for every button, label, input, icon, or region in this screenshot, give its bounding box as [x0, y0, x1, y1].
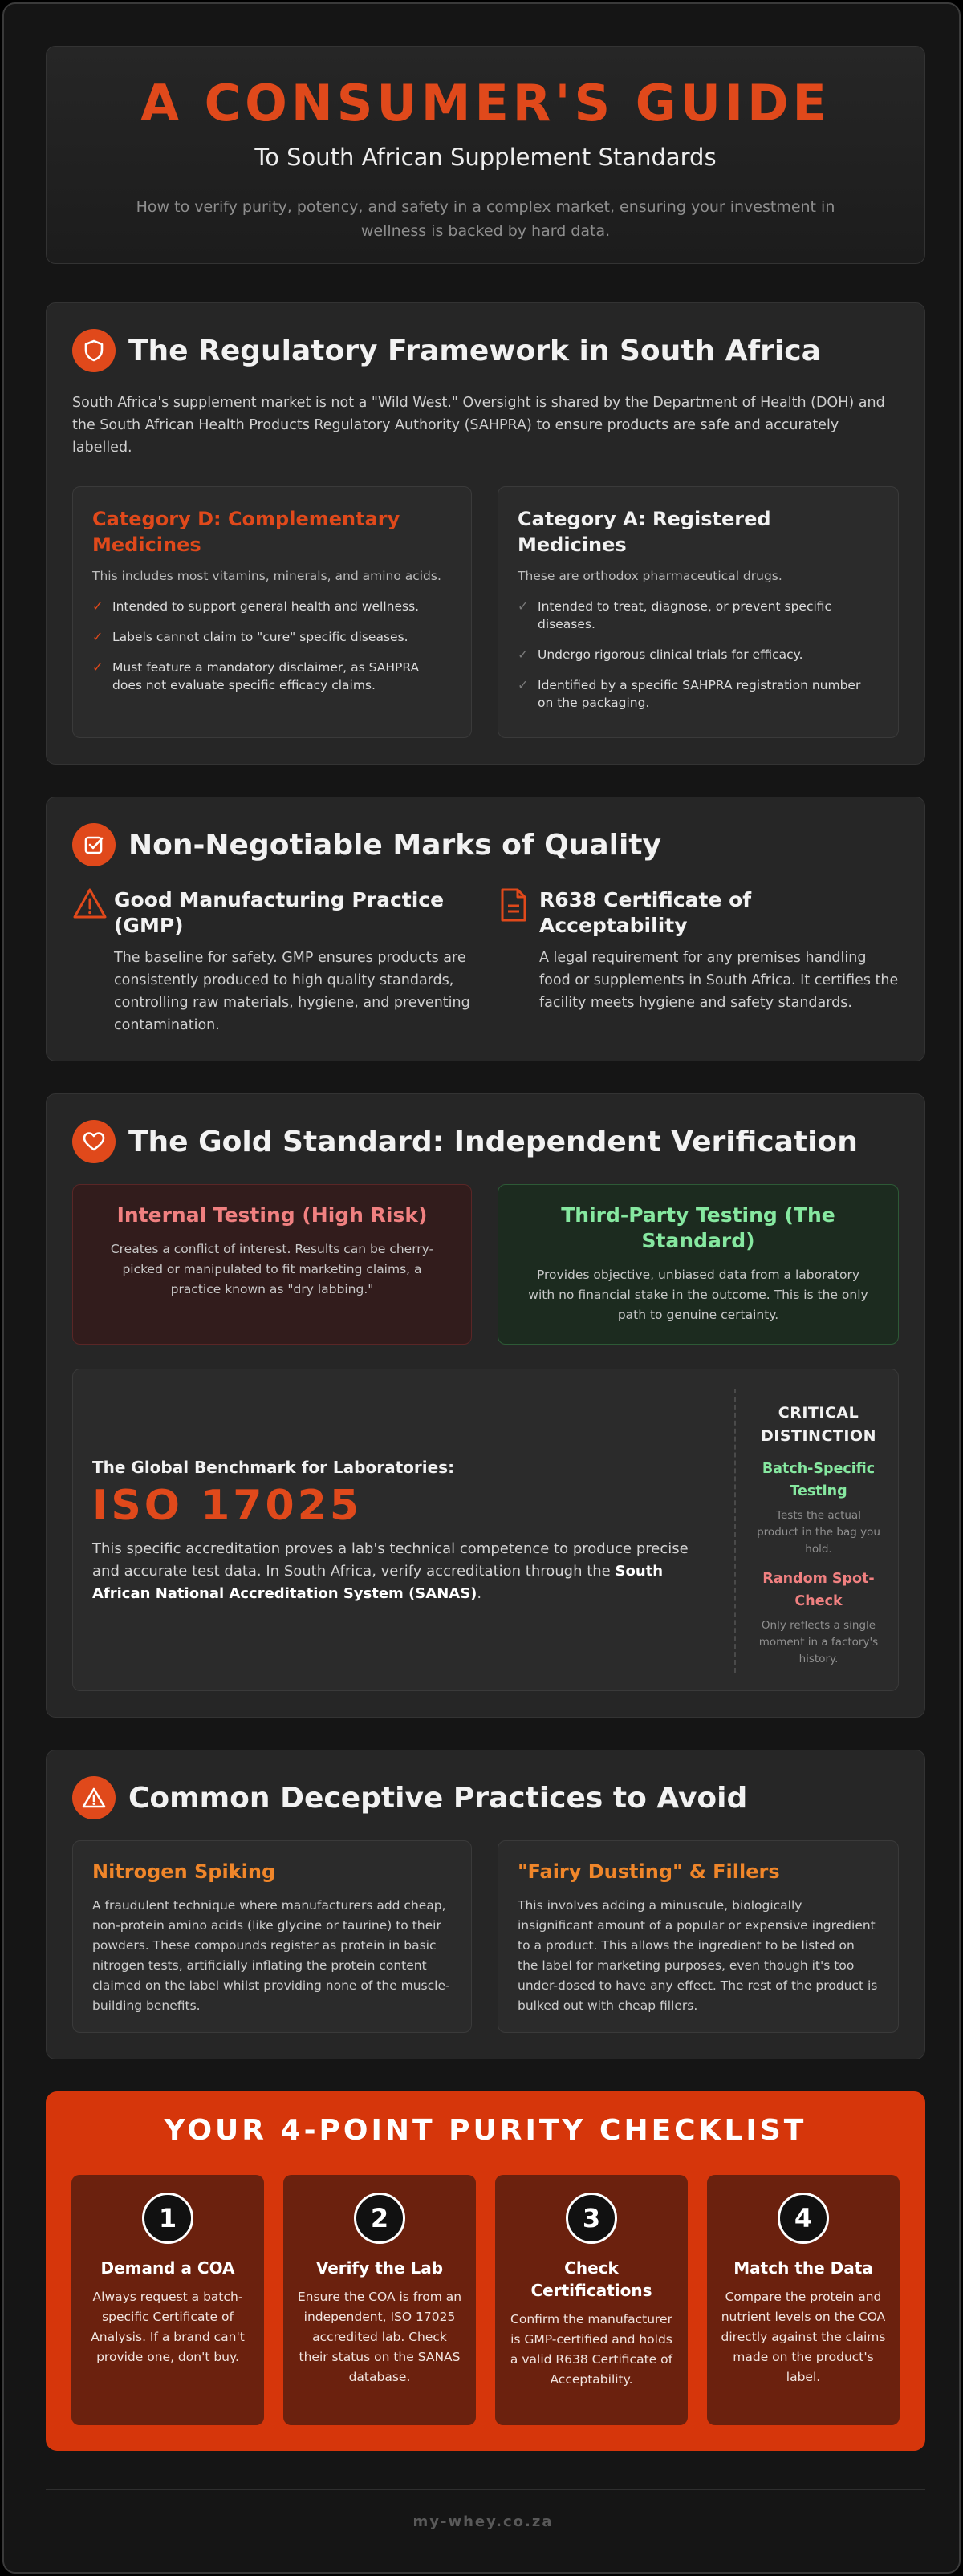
check-icon: ✓: [518, 598, 529, 614]
third-party-testing-text: Provides objective, unbiased data from a laboratory with no financial stake in the outcome. This is the only path to genuine certainty.: [528, 1268, 868, 1322]
quality-section: [46, 797, 925, 1061]
list-item: ✓ Identified by a specific SAHPRA registration number on the packaging.: [518, 677, 861, 710]
gmp-text: The baseline for safety. GMP ensures products are consistently produced to high quality standards, controlling raw materials, hygiene, and preventing contamination.: [114, 950, 470, 1033]
list-item: ✓ Intended to treat, diagnose, or prevent specific diseases.: [518, 598, 832, 631]
step-title: Check Certifications: [530, 2258, 652, 2300]
list-item: ✓ Undergo rigorous clinical trials for efficacy.: [518, 647, 803, 662]
sanas-name: South African National Accreditation System (SANAS): [92, 1563, 664, 1602]
check-icon: ✓: [92, 659, 104, 675]
alert-icon: [72, 1776, 116, 1819]
r638-title: R638 Certificate of Acceptability: [539, 888, 752, 937]
page-title: A CONSUMER'S GUIDE: [140, 74, 831, 132]
list-item: ✓ Intended to support general health and wellness.: [92, 598, 420, 614]
section-title: The Regulatory Framework in South Africa: [128, 334, 821, 367]
category-a-title: Category A: Registered Medicines: [518, 508, 771, 556]
step-text: Ensure the COA is from an independent, ISO 17025 accredited lab. Check their status on the SANAS database.: [297, 2290, 462, 2384]
section-title: The Gold Standard: Independent Verification: [128, 1125, 858, 1158]
checklist-title: YOUR 4-POINT PURITY CHECKLIST: [164, 2114, 807, 2147]
check-icon: ✓: [92, 629, 104, 644]
check-icon: ✓: [92, 598, 104, 614]
deceptive-practices-section: [46, 1750, 925, 2059]
benchmark-text: This specific accreditation proves a lab's technical competence to produce precise and accurate test data. In South Africa, verify accreditation through the South African National Accreditation System (SANAS).: [92, 1540, 689, 1602]
check-icon: ✓: [518, 677, 529, 692]
step-number: 1: [142, 2193, 193, 2244]
hero-header: [46, 46, 925, 264]
section-title: Non-Negotiable Marks of Quality: [128, 828, 661, 862]
document-icon: [498, 887, 539, 1014]
random-spot-check-title: Random Spot-Check: [762, 1571, 875, 1609]
category-a-subtitle: These are orthodox pharmaceutical drugs.: [518, 569, 782, 583]
warning-icon: [72, 887, 114, 1036]
nitrogen-spiking-text: A fraudulent technique where manufacturers add cheap, non-protein amino acids (like glycine or taurine) to their powders. These compounds register as protein in basic nitrogen tests, artificially inflating the protein content claimed on the label whilst providing none of the muscle-building benefits.: [92, 1898, 450, 2013]
gmp-block: [72, 887, 473, 1036]
category-d-card: [72, 486, 472, 738]
batch-specific-title: Batch-Specific Testing: [762, 1461, 876, 1499]
benchmark-label: The Global Benchmark for Laboratories:: [92, 1458, 455, 1477]
fairy-dusting-card: [498, 1840, 899, 2033]
category-a-card: [498, 486, 899, 738]
step-text: Compare the protein and nutrient levels on the COA directly against the claims made on the product's label.: [721, 2290, 886, 2384]
gmp-title: Good Manufacturing Practice (GMP): [114, 888, 445, 937]
page-subtitle: To South African Supplement Standards: [254, 144, 717, 171]
section-title: Common Deceptive Practices to Avoid: [128, 1781, 748, 1815]
random-spot-check-text: Only reflects a single moment in a factory's history.: [758, 1619, 879, 1665]
checklist-step: [283, 2175, 476, 2425]
r638-text: A legal requirement for any premises handling food or supplements in South Africa. It certifies the facility meets hygiene and safety standards.: [539, 950, 899, 1011]
footer-site-link[interactable]: my-whey.co.za: [412, 2513, 554, 2530]
r638-block: [498, 887, 899, 1014]
critical-distinction: [754, 1402, 884, 1668]
third-party-testing-title: Third-Party Testing (The Standard): [561, 1203, 835, 1252]
shield-icon: [72, 329, 116, 372]
step-number: 3: [566, 2193, 617, 2244]
step-title: Match the Data: [733, 2258, 873, 2278]
gold-standard-section: [46, 1093, 925, 1718]
step-text: Always request a batch-specific Certificate of Analysis. If a brand can't provide one, don't buy.: [91, 2290, 245, 2364]
iso-standard: ISO 17025: [92, 1482, 363, 1530]
third-party-testing-card: [498, 1184, 899, 1345]
critical-heading: CRITICAL DISTINCTION: [761, 1404, 876, 1445]
nitrogen-spiking-card: [72, 1840, 472, 2033]
page-frame: [2, 2, 961, 2574]
checklist-step: [707, 2175, 900, 2425]
checkbox-icon: [72, 823, 116, 866]
step-text: Confirm the manufacturer is GMP-certified and holds a valid R638 Certificate of Acceptability.: [510, 2312, 673, 2387]
page-description: How to verify purity, potency, and safety in a complex market, ensuring your investment in wellness is backed by hard data.: [136, 198, 835, 240]
batch-specific-text: Tests the actual product in the bag you hold.: [757, 1509, 880, 1556]
checklist-step: [71, 2175, 264, 2425]
heart-icon: [72, 1120, 116, 1163]
benchmark-card: [72, 1369, 899, 1691]
nitrogen-spiking-title: Nitrogen Spiking: [92, 1860, 276, 1883]
purity-checklist: [46, 2091, 925, 2451]
step-number: 2: [354, 2193, 405, 2244]
internal-testing-text: Creates a conflict of interest. Results can be cherry-picked or manipulated to fit marketing claims, a practice known as "dry labbing.": [110, 1242, 434, 1296]
regulatory-section: [46, 302, 925, 765]
list-item: ✓ Must feature a mandatory disclaimer, as SAHPRA does not evaluate specific efficacy claims.: [92, 659, 420, 692]
check-icon: ✓: [518, 647, 529, 662]
fairy-dusting-title: "Fairy Dusting" & Fillers: [518, 1860, 780, 1883]
internal-testing-title: Internal Testing (High Risk): [116, 1203, 428, 1227]
fairy-dusting-text: This involves adding a minuscule, biologically insignificant amount of a popular or expensive ingredient to a product. This allows the ingredient to be listed on the label for marketing purposes, even though it's too under-dosed to have any effect. The rest of the product is bulked out with cheap fillers.: [518, 1898, 878, 2013]
divider: [734, 1389, 736, 1673]
step-title: Demand a COA: [100, 2258, 235, 2278]
section-intro: South Africa's supplement market is not a "Wild West." Oversight is shared by the Department of Health (DOH) and the South African Health Products Regulatory Authority (SAHPRA) to ensure products are safe and accurately labelled.: [72, 395, 885, 456]
step-title: Verify the Lab: [315, 2258, 444, 2278]
internal-testing-card: [72, 1184, 472, 1345]
step-number: 4: [778, 2193, 829, 2244]
category-d-title: Category D: Complementary Medicines: [92, 508, 400, 556]
list-item: ✓ Labels cannot claim to "cure" specific diseases.: [92, 629, 408, 644]
category-d-subtitle: This includes most vitamins, minerals, and amino acids.: [92, 569, 441, 583]
footer-divider: [46, 2489, 925, 2490]
checklist-step: [495, 2175, 688, 2425]
